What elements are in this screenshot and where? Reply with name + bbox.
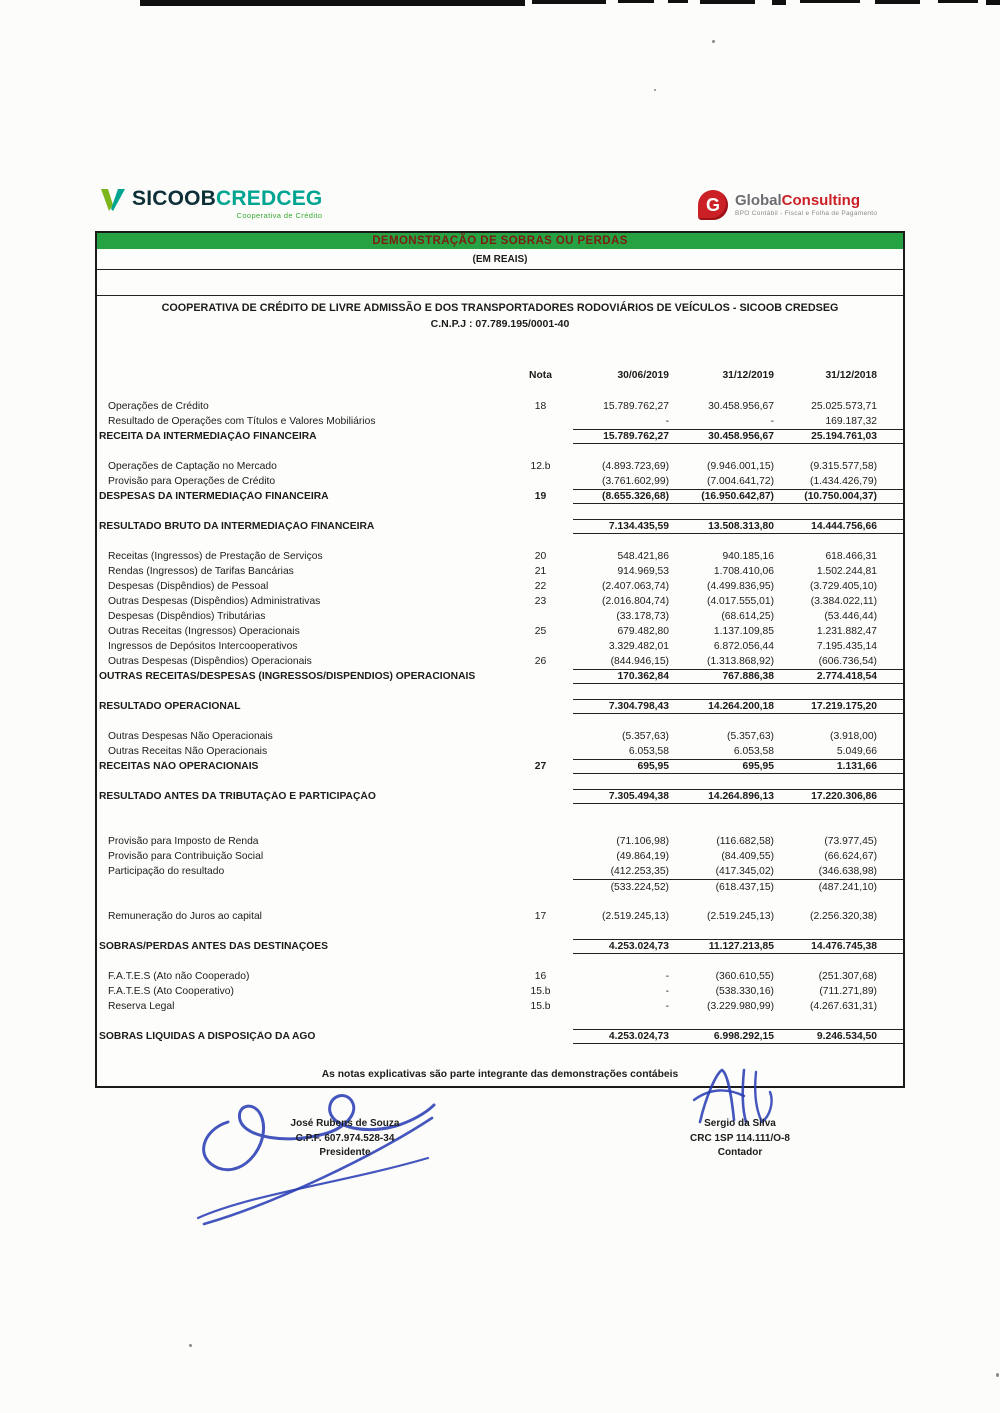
row-label: Ingressos de Depósitos Intercooperativos [108, 641, 298, 652]
row-values [573, 549, 903, 564]
row-values [573, 654, 903, 669]
row-value-1: 6.053,58 [628, 746, 669, 757]
row-value-2: 11.127.213,85 [708, 941, 774, 952]
row-value-3: 1.131,66 [836, 761, 877, 772]
row-label: Outras Despesas (Dispêndios) Operacionais [108, 656, 312, 667]
table-row [97, 459, 903, 474]
row-value-2: - [770, 416, 774, 427]
row-value-2: 14.264.200,18 [708, 701, 774, 712]
row-value-2: 14.264.896,13 [708, 791, 774, 802]
row-value-2: (7.004.641,72) [707, 476, 774, 487]
row-values [573, 879, 903, 894]
row-value-1: (49.864,19) [616, 851, 669, 862]
row-values [573, 789, 903, 804]
scanner-artifact [772, 0, 786, 5]
row-value-3: 17.219.175,20 [811, 701, 877, 712]
row-values [573, 624, 903, 639]
table-row [97, 504, 903, 519]
table-row [97, 849, 903, 864]
row-values [573, 429, 903, 444]
statement-box [95, 231, 905, 1088]
table-row [97, 759, 903, 774]
table-row [97, 954, 903, 969]
row-values [573, 399, 903, 414]
row-value-2: (538.330,16) [715, 986, 774, 997]
row-nota: 18 [534, 401, 547, 412]
row-values [573, 744, 903, 759]
table-body [97, 399, 903, 1044]
row-value-1: - [665, 986, 669, 997]
row-value-3: (4.267.631,31) [810, 1001, 877, 1012]
row-value-3: (73.977,45) [824, 836, 877, 847]
row-value-1: 15.789.762,27 [603, 431, 669, 442]
row-value-2: 1.137.109,85 [713, 626, 774, 637]
row-label: RESULTADO ANTES DA TRIBUTAÇÃO E PARTICIPAÇÃO [99, 791, 376, 802]
accountant-signature-block [645, 1117, 835, 1161]
row-label: Outras Receitas Não Operacionais [108, 746, 268, 757]
row-value-2: (2.519.245,13) [707, 911, 774, 922]
row-value-3: (606.736,54) [818, 656, 877, 667]
row-values [573, 594, 903, 609]
table-row [97, 519, 903, 534]
row-value-2: 1.708.410,06 [713, 566, 774, 577]
table-row [97, 984, 903, 999]
row-value-2: (618.437,15) [715, 881, 774, 893]
table-header-row [97, 370, 903, 381]
president-signature-block [230, 1117, 460, 1161]
row-values [573, 759, 903, 774]
row-value-3: 169.187,32 [825, 416, 877, 427]
row-value-2: 940.185,16 [722, 551, 774, 562]
table-row [97, 699, 903, 714]
table-row [97, 729, 903, 744]
table-row [97, 774, 903, 789]
row-label: SOBRAS LÍQUIDAS A DISPOSIÇÃO DA AGO [99, 1031, 316, 1042]
scanner-artifact [800, 0, 860, 3]
row-value-2: (9.946.001,15) [707, 461, 774, 472]
globalconsulting-logo [698, 190, 877, 220]
table-row [97, 429, 903, 444]
row-label: RECEITAS NÃO OPERACIONAIS [99, 761, 259, 772]
company-header [97, 295, 903, 330]
row-nota: 15.b [530, 1001, 551, 1012]
sicoob-logo [100, 188, 322, 220]
sicoob-tagline: Cooperativa de Crédito [236, 211, 323, 220]
row-value-1: 4.253.024,73 [608, 941, 669, 952]
sicoob-logo-icon [100, 188, 126, 217]
row-nota: 19 [534, 491, 547, 502]
row-nota: 16 [534, 971, 547, 982]
row-value-1: (533.224,52) [610, 881, 669, 893]
table-row [97, 834, 903, 849]
table-row [97, 864, 903, 879]
row-value-2: 767.886,38 [722, 671, 774, 682]
table-row [97, 879, 903, 894]
row-label: Operações de Crédito [108, 401, 209, 412]
row-nota: 21 [534, 566, 547, 577]
table-row [97, 489, 903, 504]
row-value-3: (10.750.004,37) [804, 491, 877, 502]
row-values [573, 849, 903, 864]
row-label: RESULTADO BRUTO DA INTERMEDIAÇÃO FINANCEIRA [99, 521, 375, 532]
row-values [573, 669, 903, 684]
table-row [97, 669, 903, 684]
row-values [573, 999, 903, 1014]
row-value-2: (360.610,55) [715, 971, 774, 982]
row-nota: 27 [534, 761, 547, 772]
row-value-1: (844.946,15) [610, 656, 669, 667]
table-row [97, 909, 903, 924]
accountant-role: Contador [717, 1147, 763, 1158]
row-value-3: (3.384.022,11) [810, 596, 877, 607]
row-label: Outras Despesas (Dispêndios) Administrativas [108, 596, 321, 607]
scanner-speck [654, 89, 656, 91]
scanner-artifact [938, 0, 978, 3]
row-value-3: 7.195.435,14 [816, 641, 877, 652]
row-value-1: (8.655.326,68) [602, 491, 669, 502]
row-label: F.A.T.E.S (Ato Cooperativo) [108, 986, 234, 997]
statement-title-bar: DEMONSTRAÇÃO DE SOBRAS OU PERDAS [97, 233, 903, 249]
row-values [573, 699, 903, 714]
table-row [97, 1029, 903, 1044]
row-value-1: (412.253,35) [610, 866, 669, 877]
row-label: RESULTADO OPERACIONAL [99, 701, 241, 712]
row-value-3: (1.434.426,79) [810, 476, 877, 487]
row-value-1: 7.134.435,59 [608, 521, 669, 532]
row-value-3: 14.476.745,38 [811, 941, 877, 952]
scanner-artifact [618, 0, 654, 3]
row-value-1: (3.761.602,99) [602, 476, 669, 487]
row-value-2: (4.017.555,01) [707, 596, 774, 607]
row-label: Outras Despesas Não Operacionais [108, 731, 273, 742]
row-nota: 25 [534, 626, 547, 637]
row-value-2: (16.950.642,87) [701, 491, 774, 502]
row-nota: 26 [534, 656, 547, 667]
row-value-1: 548.421,86 [617, 551, 669, 562]
row-value-2: 30.458.956,67 [708, 431, 774, 442]
row-value-3: 618.466,31 [825, 551, 877, 562]
scanner-artifact [140, 0, 525, 6]
row-value-1: (33.178,73) [616, 611, 669, 622]
explanatory-note: As notas explicativas são parte integrante das demonstrações contábeis [321, 1069, 679, 1080]
row-label: OUTRAS RECEITAS/DESPESAS (INGRESSOS/DISPÊNDIOS) OPERACIONAIS [99, 671, 476, 682]
row-value-3: (9.315.577,58) [810, 461, 877, 472]
row-value-1: 679.482,80 [617, 626, 669, 637]
accountant-name: Sergio da Silva [704, 1118, 776, 1129]
statement-table [97, 370, 903, 1044]
row-label: Outras Receitas (Ingressos) Operacionais [108, 626, 300, 637]
table-row [97, 534, 903, 549]
row-label: DESPESAS DA INTERMEDIAÇÃO FINANCEIRA [99, 491, 329, 502]
row-value-3: 1.502.244,81 [816, 566, 877, 577]
row-value-3: 17.220.306,86 [811, 791, 877, 802]
row-value-1: (2.519.245,13) [602, 911, 669, 922]
row-value-2: 6.053,58 [733, 746, 774, 757]
accountant-crc: CRC 1SP 114.111/O-8 [690, 1132, 790, 1144]
president-name: José Rubens de Souza [290, 1118, 400, 1129]
row-label: Provisão para Imposto de Renda [108, 836, 259, 847]
row-value-2: (1.313.868,92) [707, 656, 774, 667]
row-label: Receitas (Ingressos) de Prestação de Serviços [108, 551, 323, 562]
row-value-1: (5.357,63) [622, 731, 669, 742]
row-value-1: 3.329.482,01 [608, 641, 669, 652]
president-role: Presidente [319, 1147, 371, 1158]
row-values [573, 459, 903, 474]
row-label: Operações de Captação no Mercado [108, 461, 277, 472]
table-row [97, 714, 903, 729]
table-row [97, 444, 903, 459]
table-row [97, 624, 903, 639]
table-row [97, 639, 903, 654]
row-value-1: 695,95 [637, 761, 669, 772]
row-label: Rendas (Ingressos) de Tarifas Bancárias [108, 566, 294, 577]
table-row [97, 684, 903, 699]
row-values [573, 639, 903, 654]
row-values [573, 564, 903, 579]
row-values [573, 909, 903, 924]
table-row [97, 609, 903, 624]
scanner-speck [189, 1344, 192, 1347]
globalconsulting-logo-icon: G [698, 190, 728, 220]
column-header-date-3: 31/12/2018 [825, 370, 877, 381]
scanner-artifact [986, 0, 1000, 5]
row-value-3: 25.025.573,71 [811, 401, 877, 412]
row-nota: 23 [534, 596, 547, 607]
row-values [573, 474, 903, 489]
table-row [97, 549, 903, 564]
row-label: SOBRAS/PERDAS ANTES DAS DESTINAÇÕES [99, 941, 329, 952]
scanner-artifact [668, 0, 688, 3]
row-value-2: (5.357,63) [727, 731, 774, 742]
row-label: Despesas (Dispêndios) Tributárias [108, 611, 266, 622]
table-row [97, 999, 903, 1014]
row-value-1: 7.304.798,43 [608, 701, 669, 712]
row-label: Provisão para Operações de Crédito [108, 476, 276, 487]
row-value-1: (2.407.063,74) [602, 581, 669, 592]
row-values [573, 939, 903, 954]
row-values [573, 729, 903, 744]
row-label: Reserva Legal [108, 1001, 175, 1012]
table-row [97, 789, 903, 804]
column-header-date-2: 31/12/2019 [722, 370, 774, 381]
row-value-1: 7.305.494,38 [608, 791, 669, 802]
company-name: COOPERATIVA DE CRÉDITO DE LIVRE ADMISSÃO E DOS TRANSPORTADORES RODOVIÁRIOS DE VEÍCULOS - SICOOB CREDSEG [161, 302, 839, 314]
row-value-3: (711.271,89) [819, 986, 877, 997]
row-value-1: - [665, 416, 669, 427]
row-value-2: 13.508.313,80 [708, 521, 774, 532]
table-row [97, 819, 903, 834]
table-row [97, 594, 903, 609]
globalconsulting-tagline: BPO Contábil - Fiscal e Folha de Pagamento [735, 210, 878, 217]
row-value-3: 14.444.756,66 [811, 521, 877, 532]
row-value-2: (116.682,58) [716, 836, 774, 847]
row-label: Despesas (Dispêndios) de Pessoal [108, 581, 269, 592]
table-row [97, 1014, 903, 1029]
row-value-2: 30.458.956,67 [708, 401, 774, 412]
row-value-1: 914.969,53 [617, 566, 669, 577]
row-nota: 22 [534, 581, 547, 592]
row-value-3: (487.241,10) [818, 881, 877, 893]
row-values [573, 414, 903, 429]
row-value-1: - [665, 1001, 669, 1012]
scanner-artifact [875, 0, 920, 4]
scanner-artifact [532, 0, 606, 4]
sicoob-wordmark: SICOOBCREDCEG [132, 187, 323, 210]
row-nota: 17 [534, 911, 547, 922]
row-value-3: 5.049,66 [836, 746, 877, 757]
row-value-1: - [665, 971, 669, 982]
row-value-2: (417.345,02) [715, 866, 774, 877]
table-row [97, 744, 903, 759]
row-value-2: 695,95 [742, 761, 774, 772]
currency-note: (EM REAIS) [97, 249, 903, 270]
president-cpf: C.P.F. 607.974.528-34 [295, 1132, 395, 1144]
row-value-3: (3.918,00) [830, 731, 877, 742]
row-value-1: (2.016.804,74) [602, 596, 669, 607]
row-label: F.A.T.E.S (Ato não Cooperado) [108, 971, 250, 982]
table-row [97, 474, 903, 489]
globalconsulting-wordmark: GlobalConsulting [735, 192, 860, 209]
row-value-3: (3.729.405,10) [810, 581, 877, 592]
row-label: Participação do resultado [108, 866, 225, 877]
row-label: Remuneração do Juros ao capital [108, 911, 262, 922]
row-value-2: (84.409,55) [721, 851, 774, 862]
row-values [573, 609, 903, 624]
column-header-date-1: 30/06/2019 [617, 370, 669, 381]
row-value-3: (2.256.320,38) [810, 911, 877, 922]
row-nota: 12.b [530, 461, 551, 472]
table-row [97, 564, 903, 579]
table-row [97, 939, 903, 954]
row-value-1: 4.253.024,73 [608, 1031, 669, 1042]
row-value-3: 2.774.418,54 [816, 671, 877, 682]
row-nota: 20 [534, 551, 547, 562]
row-value-3: 1.231.882,47 [816, 626, 877, 637]
row-value-3: (53.446,44) [824, 611, 877, 622]
row-values [573, 834, 903, 849]
table-row [97, 399, 903, 414]
table-row [97, 969, 903, 984]
scanner-speck [996, 1373, 999, 1377]
row-values [573, 864, 903, 879]
row-value-3: 25.194.761,03 [811, 431, 877, 442]
row-value-2: (4.499.836,95) [707, 581, 774, 592]
row-label: RECEITA DA INTERMEDIAÇÃO FINANCEIRA [99, 431, 317, 442]
table-row [97, 414, 903, 429]
column-header-nota: Nota [529, 370, 552, 381]
table-row [97, 579, 903, 594]
row-label: Provisão para Contribuição Social [108, 851, 264, 862]
row-value-3: (346.638,98) [818, 866, 877, 877]
row-value-1: 170.362,84 [617, 671, 669, 682]
row-label: Resultado de Operações com Títulos e Valores Mobiliários [108, 416, 376, 427]
row-value-2: (68.614,25) [721, 611, 774, 622]
row-value-2: 6.872.056,44 [713, 641, 774, 652]
row-values [573, 969, 903, 984]
row-value-2: 6.998.292,15 [713, 1031, 774, 1042]
row-value-1: 15.789.762,27 [603, 401, 669, 412]
row-values [573, 984, 903, 999]
row-values [573, 519, 903, 534]
row-value-1: (4.893.723,69) [602, 461, 669, 472]
row-value-3: (251.307,68) [818, 971, 877, 982]
scanner-artifact [700, 0, 755, 4]
table-row [97, 654, 903, 669]
company-cnpj: C.N.P.J : 07.789.195/0001-40 [430, 318, 570, 330]
row-values [573, 1029, 903, 1044]
table-row [97, 924, 903, 939]
row-value-1: (71.106,98) [616, 836, 669, 847]
table-row [97, 804, 903, 819]
row-value-3: (66.624,67) [824, 851, 877, 862]
row-values [573, 489, 903, 504]
row-value-2: (3.229.980,99) [707, 1001, 774, 1012]
table-row [97, 894, 903, 909]
row-nota: 15.b [530, 986, 551, 997]
row-values [573, 579, 903, 594]
scanner-speck [712, 40, 715, 43]
row-value-3: 9.246.534,50 [816, 1031, 877, 1042]
